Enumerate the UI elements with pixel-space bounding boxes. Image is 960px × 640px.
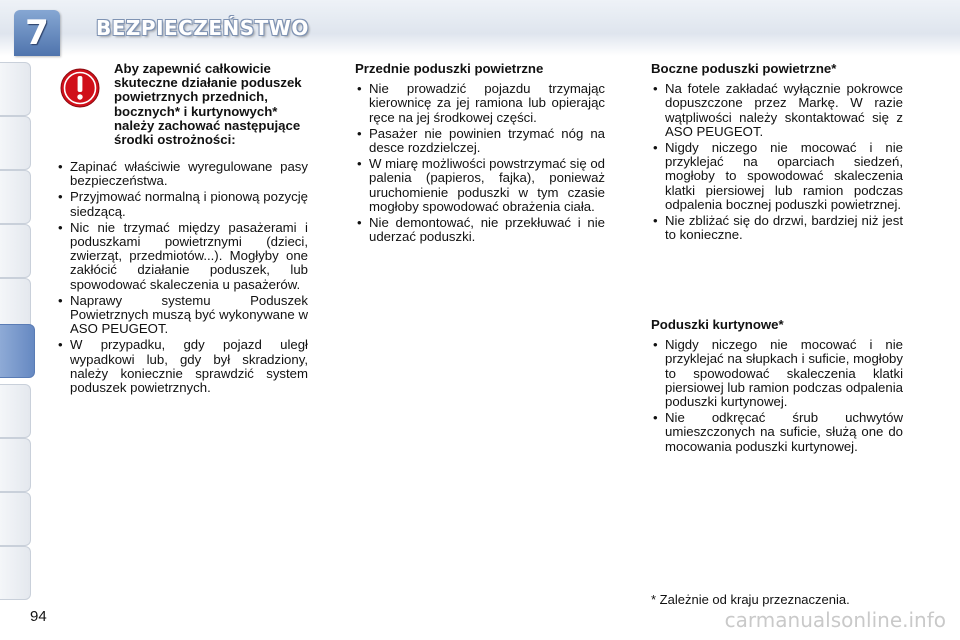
curtain-airbags-section [651,318,903,456]
list-item: • Naprawy systemu Poduszek Powietrznych muszą być wykonywane w ASO PEUGEOT. [56,294,308,337]
side-tab[interactable] [0,224,31,278]
side-tab[interactable] [0,170,31,224]
page-number: 94 [30,608,47,625]
side-index-tabs [0,62,34,576]
list-item: • Nic nie trzymać między pasażerami i poduszkami powietrznymi (dzieci, zwierząt, przedmiotów...). Mogłyby one zakłócić działanie poduszek, lub spowodować skaleczenia u pasażerów. [56,221,308,292]
side-tab[interactable] [0,492,31,546]
warning-heading: Aby zapewnić całkowicie skuteczne działanie poduszek powietrznych przednich, bocznych* i kurtynowych* należy zachować następujące środki ostrożności: [114,61,302,148]
section-heading: Boczne poduszki powietrzne* [651,61,837,76]
list-item: • Na fotele zakładać wyłącznie pokrowce dopuszczone przez Markę. W razie wątpliwości należy skontaktować się z ASO PEUGEOT. [651,82,903,139]
side-tab-active[interactable] [0,324,35,378]
watermark: carmanualsonline.info [724,608,946,632]
curtain-list [651,338,903,454]
list-item: • Nigdy niczego nie mocować i nie przyklejać na słupkach i suficie, mogłoby to spowodować skaleczenia klatki piersiowej lub ramion podczas odpalenia poduszki kurtynowej. [651,338,903,409]
section-heading: Poduszki kurtynowe* [651,317,784,332]
list-item: • Nigdy niczego nie mocować i nie przyklejać na oparciach siedzeń, mogłoby to spowodować skaleczenia klatki piersiowej lub ramion podczas odpalenia bocznej poduszki powietrznej. [651,141,903,212]
side-tab[interactable] [0,116,31,170]
side-tab[interactable] [0,384,31,438]
footnote: * Zależnie od kraju przeznaczenia. [651,592,850,607]
list-item: • Nie odkręcać śrub uchwytów umieszczonych na suficie, służą one do mocowania poduszki kurtynowej. [651,411,903,454]
section-heading: Przednie poduszki powietrzne [355,61,544,76]
warning-column [56,62,308,397]
front-list [355,82,605,244]
front-airbags-section [355,62,605,246]
list-item: • Zapinać właściwie wyregulowane pasy bezpieczeństwa. [56,160,308,188]
warning-block [56,62,308,158]
list-item: • Pasażer nie powinien trzymać nóg na desce rozdzielczej. [355,127,605,155]
side-list [651,82,903,242]
chapter-tab [14,10,60,56]
exclamation-warning-icon [60,68,100,108]
list-item: • W miarę możliwości powstrzymać się od palenia (papieros, fajka), ponieważ uruchomienie poduszki w tym czasie mogłoby spowodować obrażenia ciała. [355,157,605,214]
list-item: • Nie prowadzić pojazdu trzymając kierownicę za jej ramiona lub opierając ręce na jej środkowej części. [355,82,605,125]
chapter-title: BEZPIECZEŃSTWO [96,16,309,40]
side-airbags-section [651,62,903,244]
warning-list [56,160,308,395]
list-item: • Przyjmować normalną i pionową pozycję siedzącą. [56,190,308,218]
side-tab[interactable] [0,438,31,492]
side-tab[interactable] [0,546,31,600]
side-tab[interactable] [0,62,31,116]
list-item: • Nie demontować, nie przekłuwać i nie uderzać poduszki. [355,216,605,244]
list-item: • W przypadku, gdy pojazd uległ wypadkowi lub, gdy był skradziony, należy koniecznie sprawdzić system poduszek powietrznych. [56,338,308,395]
list-item: • Nie zbliżać się do drzwi, bardziej niż jest to konieczne. [651,214,903,242]
chapter-number: 7 [25,13,49,53]
